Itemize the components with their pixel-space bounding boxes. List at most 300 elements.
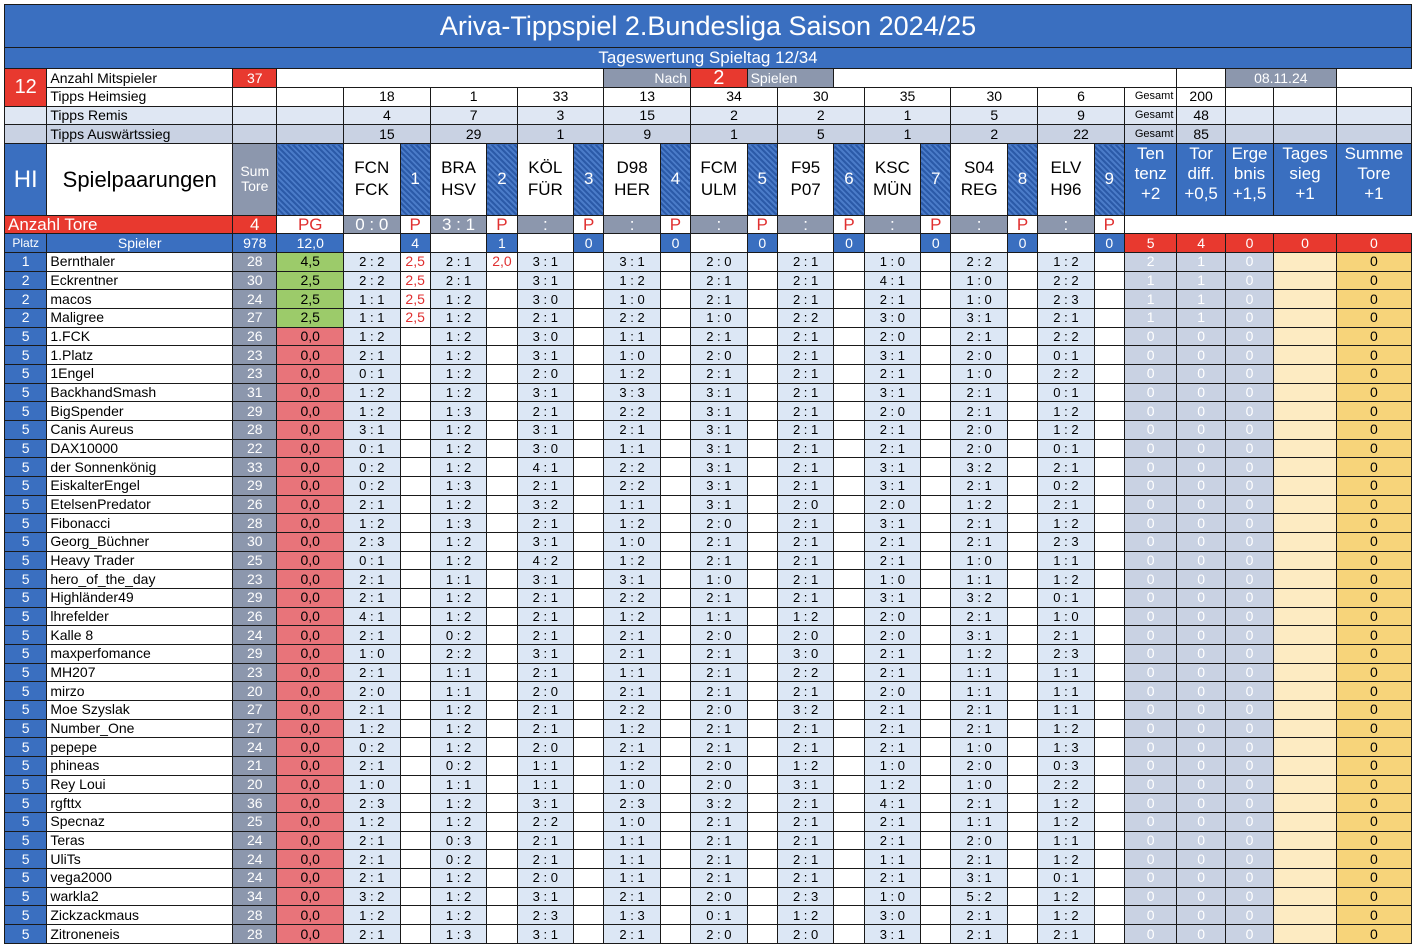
bonus-value: 0 <box>1225 645 1273 664</box>
tip: 0 : 1 <box>344 439 401 458</box>
tip-points <box>921 831 951 850</box>
bonus-value <box>1274 794 1337 813</box>
tip: 1 : 0 <box>604 813 661 832</box>
table-row <box>5 869 1412 888</box>
p-marker: P <box>660 215 690 234</box>
tipps-count: 5 <box>777 125 864 144</box>
tip-points <box>1007 271 1037 290</box>
tip: 2 : 3 <box>1038 533 1095 552</box>
spacer <box>951 234 1008 253</box>
platz: 5 <box>5 719 47 738</box>
match-number-text: 3 <box>583 169 594 189</box>
tip: 2 : 0 <box>864 626 921 645</box>
tip: 0 : 1 <box>691 906 748 925</box>
tip-points <box>574 887 604 906</box>
match-9-teams <box>1038 144 1095 216</box>
tip: 2 : 1 <box>344 570 401 589</box>
platz: 5 <box>5 701 47 720</box>
player-name: phineas <box>47 757 233 776</box>
tip-points <box>660 887 690 906</box>
tip-points <box>400 869 430 888</box>
tip: 2 : 1 <box>517 607 574 626</box>
player-pg: 0,0 <box>277 364 344 383</box>
tip-points <box>660 551 690 570</box>
tip: 2 : 1 <box>864 364 921 383</box>
bonus-value: 0 <box>1124 925 1176 944</box>
tip: 3 : 1 <box>691 458 748 477</box>
tip: 2 : 1 <box>517 701 574 720</box>
bonus-value <box>1274 570 1337 589</box>
bonus-value: 0 <box>1124 402 1176 421</box>
match-sum: 0 <box>921 234 951 253</box>
tip-points <box>574 476 604 495</box>
bonus-value: 0 <box>1177 906 1225 925</box>
tip-points <box>747 439 777 458</box>
tip: 2 : 1 <box>777 271 834 290</box>
tip-points <box>921 775 951 794</box>
tip-points <box>400 645 430 664</box>
bonus-value: 0 <box>1225 308 1273 327</box>
tip-points <box>1007 813 1037 832</box>
platz: 5 <box>5 420 47 439</box>
match-1-teams <box>344 144 401 216</box>
tip-points <box>400 794 430 813</box>
tip: 1 : 2 <box>430 701 487 720</box>
tip-points <box>1094 607 1124 626</box>
spielpaarungen-label: Spielpaarungen <box>47 144 233 216</box>
table-row <box>5 420 1412 439</box>
tip: 1 : 2 <box>430 458 487 477</box>
bonus-value: 0 <box>1336 813 1411 832</box>
bonus-value: 0 <box>1124 850 1176 869</box>
player-sum: 24 <box>233 738 277 757</box>
spacer <box>691 234 748 253</box>
bonus-value: 0 <box>1336 887 1411 906</box>
bonus-value: 0 <box>1177 495 1225 514</box>
bonus-value: 0 <box>1336 476 1411 495</box>
bonus-value: 0 <box>1225 551 1273 570</box>
match-sum: 0 <box>747 234 777 253</box>
player-sum: 23 <box>233 663 277 682</box>
tip-points <box>487 383 517 402</box>
tip-points <box>834 887 864 906</box>
tip: 1 : 2 <box>344 402 401 421</box>
tip: 1 : 2 <box>604 607 661 626</box>
tip: 1 : 2 <box>604 719 661 738</box>
tip-points <box>1007 252 1037 271</box>
tip: 1 : 0 <box>864 570 921 589</box>
bonus-value: 0 <box>1225 757 1273 776</box>
tip-points <box>834 869 864 888</box>
bonus-value: 0 <box>1336 626 1411 645</box>
tip: 1 : 2 <box>430 589 487 608</box>
tip-points <box>834 346 864 365</box>
table-row <box>5 533 1412 552</box>
spielen-label: Spielen <box>747 69 834 88</box>
tip-points <box>660 420 690 439</box>
tip-points <box>1094 551 1124 570</box>
tip-points <box>834 308 864 327</box>
match-number-text: 8 <box>1017 169 1028 189</box>
tip: 1 : 2 <box>1038 813 1095 832</box>
table-row <box>5 364 1412 383</box>
tip-points <box>400 607 430 626</box>
tipps-count: 9 <box>1038 106 1125 125</box>
tip-points <box>921 813 951 832</box>
tip-points <box>1007 719 1037 738</box>
tip: 2 : 1 <box>691 869 748 888</box>
tip: 2 : 1 <box>517 476 574 495</box>
player-pg: 0,0 <box>277 869 344 888</box>
tip-points <box>921 850 951 869</box>
player-name: Number_One <box>47 719 233 738</box>
bonus-value <box>1274 514 1337 533</box>
player-pg: 0,0 <box>277 701 344 720</box>
match-result: : <box>864 215 921 234</box>
player-name: MH207 <box>47 663 233 682</box>
bonus-value: 0 <box>1177 925 1225 944</box>
tip-points <box>574 663 604 682</box>
tip-points <box>1094 476 1124 495</box>
away-team: P07 <box>790 180 821 200</box>
tip: 3 : 1 <box>517 346 574 365</box>
tip-points <box>1094 663 1124 682</box>
tip: 1 : 2 <box>604 514 661 533</box>
tip: 1 : 0 <box>604 290 661 309</box>
tip-points <box>834 551 864 570</box>
tip-points: 2,5 <box>400 308 430 327</box>
tip: 1 : 0 <box>344 775 401 794</box>
tip: 3 : 1 <box>517 383 574 402</box>
tip-points <box>1094 719 1124 738</box>
tip: 2 : 1 <box>344 850 401 869</box>
tip-points <box>660 327 690 346</box>
bonus-value: 0 <box>1177 887 1225 906</box>
tip: 1 : 2 <box>430 869 487 888</box>
tip: 3 : 1 <box>517 925 574 944</box>
pg-total: 12,0 <box>277 234 344 253</box>
player-name: Georg_Büchner <box>47 533 233 552</box>
tip: 2 : 1 <box>864 645 921 664</box>
bonus-value: 1 <box>1177 290 1225 309</box>
match-8-teams <box>951 144 1008 216</box>
tip: 1 : 0 <box>951 364 1008 383</box>
tip-points <box>747 271 777 290</box>
bonus-h3: +1,5 <box>1232 184 1267 203</box>
bonus-value: 0 <box>1336 290 1411 309</box>
spacer <box>517 234 574 253</box>
page-subtitle: Tageswertung Spieltag 12/34 <box>5 47 1412 69</box>
tip-points <box>574 346 604 365</box>
tip-points <box>834 589 864 608</box>
tip: 2 : 1 <box>604 738 661 757</box>
tip-points <box>834 252 864 271</box>
tip-points <box>660 439 690 458</box>
bonus-value: 0 <box>1124 701 1176 720</box>
tip: 1 : 2 <box>1038 794 1095 813</box>
tipps-count: 1 <box>691 125 778 144</box>
player-pg: 2,5 <box>277 271 344 290</box>
tip-points <box>834 383 864 402</box>
tip: 1 : 1 <box>430 570 487 589</box>
tip: 0 : 3 <box>430 831 487 850</box>
tip-points <box>1094 364 1124 383</box>
bonus-h1: Erge <box>1231 144 1268 163</box>
table-row <box>5 570 1412 589</box>
player-sum: 24 <box>233 831 277 850</box>
player-sum: 25 <box>233 551 277 570</box>
tip-points <box>1094 495 1124 514</box>
bonus-value: 0 <box>1177 458 1225 477</box>
bonus-value <box>1274 364 1337 383</box>
tip-points <box>1007 663 1037 682</box>
bonus-header <box>1274 144 1337 216</box>
bonus-value: 0 <box>1124 906 1176 925</box>
tip: 1 : 1 <box>430 775 487 794</box>
player-name: Kalle 8 <box>47 626 233 645</box>
tip-points <box>574 589 604 608</box>
match-number <box>487 144 517 216</box>
tip: 0 : 1 <box>1038 383 1095 402</box>
tip-points <box>921 906 951 925</box>
bonus-value <box>1274 383 1337 402</box>
bonus-value: 0 <box>1225 813 1273 832</box>
anzahl-label: Anzahl Mitspieler <box>47 69 233 88</box>
player-sum: 30 <box>233 271 277 290</box>
tip: 1 : 1 <box>1038 831 1095 850</box>
tip-points <box>660 813 690 832</box>
bonus-value: 0 <box>1336 327 1411 346</box>
tip-points <box>1007 775 1037 794</box>
spacer <box>277 125 344 144</box>
bonus-value: 0 <box>1177 831 1225 850</box>
tipps-count: 2 <box>777 106 864 125</box>
match-number <box>834 144 864 216</box>
tip: 3 : 1 <box>517 887 574 906</box>
bonus-h2: tenz <box>1134 164 1167 183</box>
match-number <box>1094 144 1124 216</box>
bonus-value: 0 <box>1124 869 1176 888</box>
spacer <box>1336 125 1411 144</box>
bonus-value: 0 <box>1177 327 1225 346</box>
match-sum: 0 <box>574 234 604 253</box>
away-team: REG <box>960 180 998 200</box>
platz: 5 <box>5 327 47 346</box>
tip-points <box>574 925 604 944</box>
bonus-value: 0 <box>1177 589 1225 608</box>
platz: 5 <box>5 458 47 477</box>
tip: 2 : 0 <box>517 364 574 383</box>
player-name: Highländer49 <box>47 589 233 608</box>
tip-points <box>1094 738 1124 757</box>
tip-points <box>487 794 517 813</box>
spacer <box>1225 125 1273 144</box>
tip: 2 : 1 <box>864 420 921 439</box>
tip-points <box>834 794 864 813</box>
tip: 1 : 1 <box>951 663 1008 682</box>
bonus-value: 0 <box>1225 682 1273 701</box>
bonus-value: 0 <box>1336 364 1411 383</box>
tip-points <box>834 645 864 664</box>
bonus-value <box>1274 831 1337 850</box>
player-pg: 0,0 <box>277 420 344 439</box>
bonus-value <box>1274 775 1337 794</box>
player-pg: 0,0 <box>277 925 344 944</box>
tip-points <box>487 626 517 645</box>
tip: 1 : 1 <box>951 813 1008 832</box>
match-result: : <box>777 215 834 234</box>
tip: 0 : 2 <box>344 476 401 495</box>
tip-points <box>574 775 604 794</box>
tip-points <box>574 252 604 271</box>
tip: 2 : 3 <box>604 794 661 813</box>
bonus-value: 0 <box>1177 757 1225 776</box>
tip-points <box>1094 757 1124 776</box>
tip: 2 : 1 <box>691 663 748 682</box>
tip-points <box>1094 813 1124 832</box>
tip: 1 : 2 <box>430 607 487 626</box>
bonus-value <box>1274 402 1337 421</box>
player-pg: 0,0 <box>277 570 344 589</box>
tip: 2 : 1 <box>777 794 834 813</box>
tip-points <box>574 607 604 626</box>
bonus-value: 0 <box>1336 794 1411 813</box>
tip: 2 : 0 <box>517 738 574 757</box>
p-marker: P <box>574 215 604 234</box>
tip-points <box>1007 308 1037 327</box>
tip-points <box>660 738 690 757</box>
tip: 2 : 1 <box>777 869 834 888</box>
tip-points <box>1007 925 1037 944</box>
match-result: : <box>951 215 1008 234</box>
table-row <box>5 663 1412 682</box>
bonus-value: 0 <box>1225 701 1273 720</box>
bonus-h1: Summe <box>1344 144 1404 163</box>
bonus-value: 0 <box>1336 252 1411 271</box>
bonus-value: 0 <box>1225 607 1273 626</box>
tip: 2 : 1 <box>604 682 661 701</box>
tip-points <box>1094 794 1124 813</box>
bonus-value: 0 <box>1177 663 1225 682</box>
tip-points <box>1007 402 1037 421</box>
tip: 1 : 2 <box>430 346 487 365</box>
tip: 2 : 1 <box>864 533 921 552</box>
spacer <box>430 234 487 253</box>
tip-points <box>487 458 517 477</box>
tip: 2 : 1 <box>951 701 1008 720</box>
tip-points <box>660 925 690 944</box>
tip-points <box>1094 402 1124 421</box>
tip-points <box>747 887 777 906</box>
tip: 3 : 2 <box>517 495 574 514</box>
tip: 2 : 2 <box>1038 271 1095 290</box>
tip-points <box>834 682 864 701</box>
match-4-teams <box>604 144 661 216</box>
spacer <box>233 125 277 144</box>
tip-points <box>487 420 517 439</box>
tipps-count: 4 <box>344 106 431 125</box>
tip-points <box>747 925 777 944</box>
bonus-value <box>1274 738 1337 757</box>
table-row <box>5 551 1412 570</box>
player-sum: 28 <box>233 420 277 439</box>
tip-points <box>747 663 777 682</box>
tipps-count: 1 <box>430 87 517 106</box>
tip: 3 : 1 <box>864 458 921 477</box>
bonus-value: 0 <box>1124 514 1176 533</box>
tip-points <box>921 925 951 944</box>
player-pg: 0,0 <box>277 383 344 402</box>
tip: 1 : 1 <box>864 850 921 869</box>
tip-points <box>747 346 777 365</box>
tip: 1 : 2 <box>344 383 401 402</box>
tip: 1 : 1 <box>344 308 401 327</box>
bonus-value <box>1274 850 1337 869</box>
tip-points <box>921 794 951 813</box>
tip-points <box>1094 701 1124 720</box>
match-7-teams <box>864 144 921 216</box>
tip-points <box>574 514 604 533</box>
bonus-value: 0 <box>1225 794 1273 813</box>
bonus-value: 2 <box>1124 252 1176 271</box>
tip-points <box>400 589 430 608</box>
tip-points <box>574 551 604 570</box>
tip: 3 : 1 <box>517 794 574 813</box>
spacer <box>277 106 344 125</box>
tip-points <box>1007 290 1037 309</box>
player-pg: 0,0 <box>277 533 344 552</box>
tip-points <box>660 607 690 626</box>
tip: 2 : 3 <box>344 533 401 552</box>
bonus-value: 0 <box>1336 682 1411 701</box>
tip: 2 : 1 <box>604 887 661 906</box>
player-name: Rey Loui <box>47 775 233 794</box>
tip-points <box>487 906 517 925</box>
tip: 0 : 2 <box>344 738 401 757</box>
tip: 3 : 1 <box>691 476 748 495</box>
tip: 3 : 1 <box>864 925 921 944</box>
tip-points <box>747 364 777 383</box>
tip: 2 : 1 <box>777 346 834 365</box>
tip: 3 : 0 <box>517 327 574 346</box>
table-row <box>5 495 1412 514</box>
tip: 2 : 1 <box>864 290 921 309</box>
tip-points <box>660 775 690 794</box>
tip-points <box>921 495 951 514</box>
tip-points <box>400 925 430 944</box>
tip: 1 : 3 <box>430 476 487 495</box>
tip-points <box>660 626 690 645</box>
player-sum: 21 <box>233 757 277 776</box>
tip: 1 : 2 <box>430 738 487 757</box>
tip-points <box>487 831 517 850</box>
player-pg: 0,0 <box>277 458 344 477</box>
bonus-value: 0 <box>1336 607 1411 626</box>
tip: 0 : 1 <box>1038 439 1095 458</box>
tip-points <box>921 327 951 346</box>
spacer <box>1225 87 1273 106</box>
tip: 2 : 1 <box>777 570 834 589</box>
tip: 2 : 1 <box>951 719 1008 738</box>
player-sum: 23 <box>233 346 277 365</box>
bonus-value: 0 <box>1336 402 1411 421</box>
tip-points <box>660 458 690 477</box>
tip-points <box>834 271 864 290</box>
tipps-label: Tipps Remis <box>47 106 233 125</box>
tip-points <box>1007 420 1037 439</box>
bonus-value: 0 <box>1336 645 1411 664</box>
tip: 3 : 1 <box>604 252 661 271</box>
